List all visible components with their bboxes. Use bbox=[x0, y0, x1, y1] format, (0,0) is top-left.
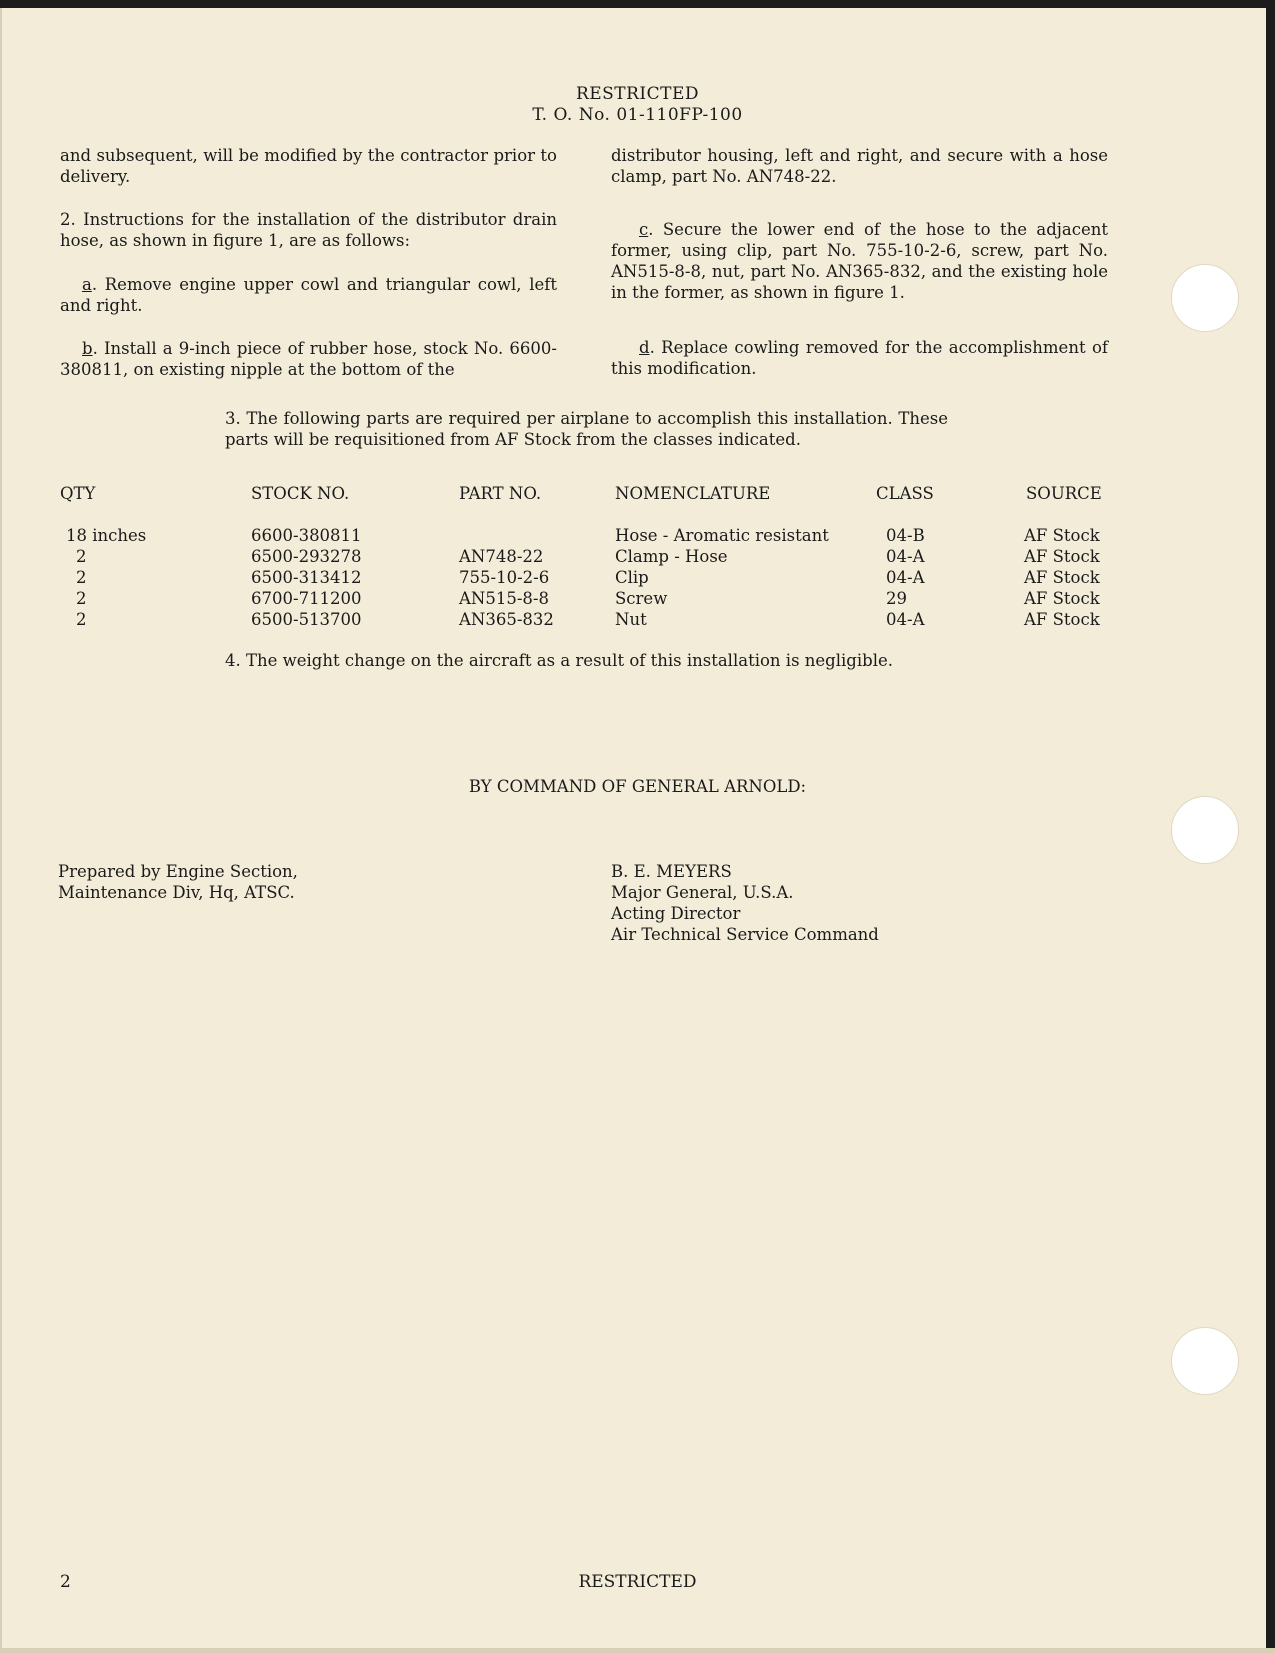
subparagraph-text: . Install a 9-inch piece of rubber hose, stock No. 6600-380811, on existing nipple at the bottom of the bbox=[60, 339, 557, 379]
header-doc-number: T. O. No. 01-110FP-100 bbox=[532, 105, 743, 125]
table-cell-nomenclature: Screw bbox=[615, 589, 668, 608]
table-cell-nomenclature: Clamp - Hose bbox=[615, 547, 728, 566]
signatory-rank: Major General, U.S.A. bbox=[611, 883, 794, 902]
paragraph-text: 3. The following parts are required per airplane to accomplish this installation. These parts will be requisitioned from AF Stock from the classes indicated. bbox=[225, 409, 948, 449]
punch-hole bbox=[1171, 1327, 1239, 1395]
signatory-organization: Air Technical Service Command bbox=[611, 925, 879, 944]
table-cell-part-no: AN748-22 bbox=[459, 547, 544, 566]
table-header-qty: QTY bbox=[60, 484, 96, 503]
table-cell-source: AF Stock bbox=[1024, 610, 1100, 629]
table-header-part-no: PART NO. bbox=[459, 484, 542, 503]
subparagraph-label: a bbox=[82, 275, 92, 294]
subparagraph-label: b bbox=[82, 339, 93, 358]
table-cell-source: AF Stock bbox=[1024, 526, 1100, 545]
table-cell-stock-no: 6700-711200 bbox=[251, 589, 362, 608]
table-cell-class: 04-A bbox=[886, 610, 925, 629]
table-cell-qty: 2 bbox=[76, 589, 87, 608]
table-header-class: CLASS bbox=[876, 484, 934, 503]
signature-block bbox=[611, 861, 879, 945]
table-cell-stock-no: 6500-513700 bbox=[251, 610, 362, 629]
signatory-title: Acting Director bbox=[611, 904, 741, 923]
paragraph-text: 2. Instructions for the installation of the distributor drain hose, as shown in figure 1, are as follows: bbox=[60, 210, 557, 250]
scan-edge-bottom bbox=[0, 1648, 1275, 1653]
punch-hole bbox=[1171, 796, 1239, 864]
command-line: BY COMMAND OF GENERAL ARNOLD: bbox=[468, 777, 807, 796]
paragraph-text: distributor housing, left and right, and secure with a hose clamp, part No. AN748-22. bbox=[611, 146, 1108, 186]
table-cell-class: 04-A bbox=[886, 547, 925, 566]
subparagraph-text: . Remove engine upper cowl and triangular cowl, left and right. bbox=[60, 275, 557, 315]
prepared-by-line: Maintenance Div, Hq, ATSC. bbox=[58, 883, 295, 902]
signatory-name: B. E. MEYERS bbox=[611, 862, 732, 881]
subparagraph-text: . Secure the lower end of the hose to the adjacent former, using clip, part No. 755-10-2-6, screw, part No. AN515-8-8, nut, part No. AN365-832, and the existing hole in the former, as shown in figure 1. bbox=[611, 220, 1108, 302]
table-cell-qty: 2 bbox=[76, 547, 87, 566]
table-cell-class: 29 bbox=[886, 589, 907, 608]
parts-table bbox=[0, 0, 1275, 660]
table-cell-part-no: AN365-832 bbox=[459, 610, 554, 629]
table-cell-nomenclature: Clip bbox=[615, 568, 649, 587]
table-cell-qty: 2 bbox=[76, 568, 87, 587]
subparagraph-label: d bbox=[639, 338, 650, 357]
punch-hole bbox=[1171, 264, 1239, 332]
table-cell-source: AF Stock bbox=[1024, 568, 1100, 587]
footer-classification: RESTRICTED bbox=[578, 1572, 697, 1592]
subparagraph-text: . Replace cowling removed for the accomplishment of this modification. bbox=[611, 338, 1108, 378]
table-header-nomenclature: NOMENCLATURE bbox=[615, 484, 771, 503]
table-cell-class: 04-A bbox=[886, 568, 925, 587]
table-cell-stock-no: 6500-313412 bbox=[251, 568, 362, 587]
table-cell-qty: 2 bbox=[76, 610, 87, 629]
page-number: 2 bbox=[60, 1572, 71, 1592]
paragraph-4: 4. The weight change on the aircraft as a result of this installation is negligible. bbox=[225, 651, 893, 670]
header-classification: RESTRICTED bbox=[575, 84, 700, 104]
table-cell-stock-no: 6600-380811 bbox=[251, 526, 362, 545]
prepared-by-line: Prepared by Engine Section, bbox=[58, 862, 298, 881]
table-header-source: SOURCE bbox=[1026, 484, 1102, 503]
table-cell-source: AF Stock bbox=[1024, 589, 1100, 608]
table-header-stock-no: STOCK NO. bbox=[251, 484, 350, 503]
prepared-by-block bbox=[58, 861, 298, 903]
table-cell-part-no: 755-10-2-6 bbox=[459, 568, 550, 587]
table-cell-qty: 18 inches bbox=[66, 526, 147, 545]
table-cell-class: 04-B bbox=[886, 526, 925, 545]
table-cell-source: AF Stock bbox=[1024, 547, 1100, 566]
table-cell-nomenclature: Hose - Aromatic resistant bbox=[615, 526, 829, 545]
subparagraph-label: c bbox=[639, 220, 649, 239]
table-cell-nomenclature: Nut bbox=[615, 610, 647, 629]
table-cell-part-no: AN515-8-8 bbox=[459, 589, 549, 608]
paragraph-text: and subsequent, will be modified by the contractor prior to delivery. bbox=[60, 146, 557, 186]
table-cell-stock-no: 6500-293278 bbox=[251, 547, 362, 566]
